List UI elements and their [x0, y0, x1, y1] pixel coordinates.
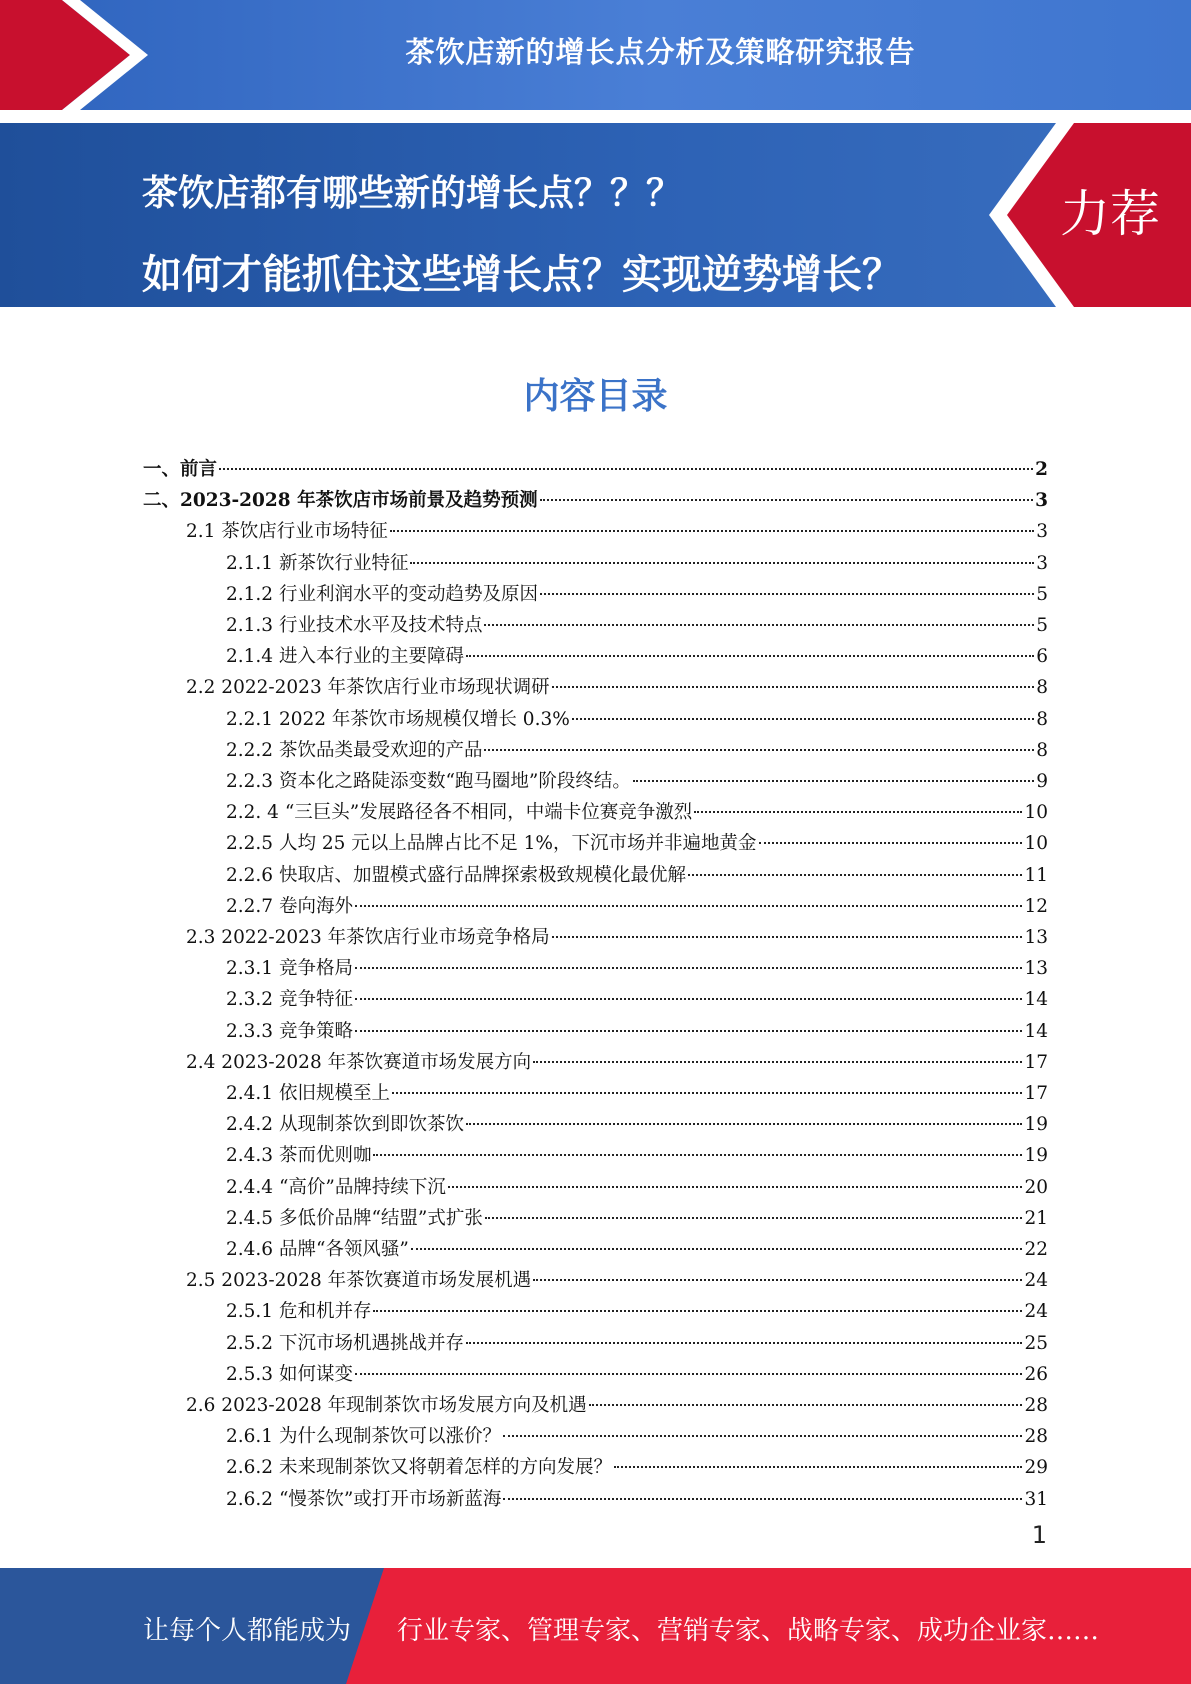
toc-entry-page: 2: [1035, 459, 1048, 480]
toc-entry[interactable]: [226, 829, 1048, 860]
toc-entry-page: 8: [1036, 677, 1048, 699]
toc-entry[interactable]: [226, 1485, 1048, 1516]
toc-entry-label: 2.2.5 人均 25 元以上品牌占比不足 1%，下沉市场并非遍地黄金: [226, 833, 757, 855]
toc-entry[interactable]: [226, 1017, 1048, 1048]
toc-entry-label: 2.1.1 新茶饮行业特征: [226, 552, 409, 574]
toc-dot-leader: [694, 811, 1022, 813]
toc-entry[interactable]: [143, 455, 1048, 486]
toc-dot-leader: [355, 905, 1023, 907]
toc-entry[interactable]: [226, 1204, 1048, 1235]
toc-dot-leader: [355, 1030, 1023, 1032]
toc-dot-leader: [614, 1466, 1022, 1468]
toc-dot-leader: [392, 1092, 1022, 1094]
toc-dot-leader: [355, 1373, 1023, 1375]
toc-entry-label: 2.3.1 竞争格局: [226, 958, 353, 980]
toc-entry[interactable]: [226, 1329, 1048, 1360]
toc-entry-label: 2.4.6 品牌“各领风骚”: [226, 1239, 409, 1260]
toc-entry[interactable]: [186, 1266, 1048, 1297]
toc-entry-page: 19: [1024, 1145, 1048, 1167]
top-banner: [0, 0, 1191, 110]
toc-entry-page: 11: [1024, 864, 1048, 886]
toc-entry[interactable]: [226, 549, 1048, 580]
toc-entry-page: 14: [1024, 989, 1048, 1011]
toc-entry-page: 10: [1024, 833, 1048, 855]
toc-entry-label: 2.4.1 依旧规模至上: [226, 1083, 390, 1104]
toc-entry-label: 2.4.2 从现制茶饮到即饮茶饮: [226, 1114, 464, 1136]
toc-entry[interactable]: [186, 673, 1048, 704]
toc-entry-page: 6: [1036, 646, 1048, 668]
toc-entry-page: 9: [1036, 771, 1048, 792]
toc-entry-label: 2.2. 4 “三巨头”发展路径各不相同，中端卡位赛竞争激烈: [226, 802, 693, 824]
toc-dot-leader: [219, 468, 1033, 470]
toc-dot-leader: [411, 1248, 1023, 1250]
toc-entry-label: 2.4.5 多低价品牌“结盟”式扩张: [226, 1207, 483, 1229]
headline-question-1: 茶饮店都有哪些新的增长点？？？: [142, 173, 683, 214]
toc-dot-leader: [572, 718, 1034, 720]
toc-entry-label: 2.1.3 行业技术水平及技术特点: [226, 615, 483, 636]
toc-entry-page: 14: [1024, 1020, 1048, 1042]
toc-entry[interactable]: [226, 580, 1048, 611]
toc-entry-label: 2.1 茶饮店行业市场特征: [186, 521, 388, 543]
page-number: 1: [1031, 1521, 1047, 1549]
toc-entry[interactable]: [226, 861, 1048, 892]
toc-entry-label: 一、前言: [143, 459, 218, 480]
toc-entry[interactable]: [186, 517, 1048, 548]
toc-entry[interactable]: [226, 705, 1048, 736]
toc-dot-leader: [466, 1123, 1022, 1125]
toc-entry-page: 17: [1024, 1083, 1048, 1104]
toc-dot-leader: [552, 936, 1023, 938]
toc-entry-label: 2.6.2 未来现制茶饮又将朝着怎样的方向发展？: [226, 1457, 612, 1479]
toc-dot-leader: [448, 1186, 1023, 1188]
toc-entry-label: 2.2.1 2022 年茶饮市场规模仅增长 0.3%: [226, 708, 570, 730]
toc-dot-leader: [373, 1154, 1022, 1156]
toc-entry-label: 2.2.6 快取店、加盟模式盛行品牌探索极致规模化最优解: [226, 864, 686, 886]
toc-entry[interactable]: [226, 892, 1048, 923]
toc-entry[interactable]: [226, 1079, 1048, 1110]
toc-entry[interactable]: [226, 1453, 1048, 1484]
toc-entry-label: 2.5.1 危和机并存: [226, 1301, 372, 1323]
toc-entry-label: 2.1.2 行业利润水平的变动趋势及原因: [226, 583, 538, 605]
toc-entry-page: 8: [1036, 708, 1048, 730]
toc-entry[interactable]: [226, 767, 1048, 798]
toc-entry-page: 31: [1024, 1488, 1048, 1510]
toc-entry-page: 13: [1024, 927, 1048, 948]
toc-dot-leader: [355, 967, 1023, 969]
toc-entry-page: 12: [1024, 895, 1048, 917]
toc-entry-page: 5: [1036, 583, 1048, 605]
toc-entry-label: 2.4.4 “高价”品牌持续下沉: [226, 1176, 446, 1198]
toc-entry-label: 2.2.7 卷向海外: [226, 895, 353, 917]
footer-roles: 行业专家、管理专家、营销专家、战略专家、成功企业家……: [397, 1616, 1100, 1646]
toc-entry-page: 8: [1036, 739, 1048, 761]
toc-entry-page: 28: [1024, 1395, 1048, 1416]
toc-entry-label: 2.3.3 竞争策略: [226, 1020, 353, 1042]
toc-entry-label: 2.6.1 为什么现制茶饮可以涨价？: [226, 1426, 501, 1448]
toc-entry[interactable]: [226, 954, 1048, 985]
toc-entry[interactable]: [226, 1297, 1048, 1328]
toc-entry[interactable]: [226, 736, 1048, 767]
toc-entry-label: 2.1.4 进入本行业的主要障碍: [226, 646, 464, 668]
toc-entry-label: 2.3.2 竞争特征: [226, 989, 353, 1011]
toc-entry-label: 二、2023-2028 年茶饮店市场前景及趋势预测: [143, 490, 538, 512]
toc-entry[interactable]: [186, 1391, 1048, 1422]
toc-dot-leader: [390, 530, 1034, 532]
toc-entry-page: 20: [1024, 1176, 1048, 1198]
toc-dot-leader: [466, 1342, 1022, 1344]
toc-entry-label: 2.2.2 茶饮品类最受欢迎的产品: [226, 739, 483, 761]
toc-entry-page: 10: [1024, 802, 1048, 824]
toc-entry-label: 2.2 2022-2023 年茶饮店行业市场现状调研: [186, 677, 550, 699]
toc-dot-leader: [466, 655, 1034, 657]
toc-entry-label: 2.6 2023-2028 年现制茶饮市场发展方向及机遇: [186, 1395, 587, 1416]
toc-entry-label: 2.3 2022-2023 年茶饮店行业市场竞争格局: [186, 927, 550, 948]
toc-entry[interactable]: [226, 798, 1048, 829]
headline-question-2: 如何才能抓住这些增长点？实现逆势增长？: [142, 252, 902, 298]
toc-dot-leader: [503, 1498, 1022, 1500]
toc-entry-page: 28: [1024, 1426, 1048, 1448]
toc-entry[interactable]: [226, 642, 1048, 673]
toc-dot-leader: [503, 1435, 1022, 1437]
toc-entry[interactable]: [226, 1141, 1048, 1172]
toc-dot-leader: [540, 499, 1034, 501]
toc-entry[interactable]: [226, 985, 1048, 1016]
toc-entry-page: 25: [1024, 1332, 1048, 1354]
toc-entry[interactable]: [226, 1173, 1048, 1204]
toc-entry-page: 24: [1024, 1301, 1048, 1323]
toc-entry-label: 2.4 2023-2028 年茶饮赛道市场发展方向: [186, 1051, 532, 1073]
toc-entry-page: 29: [1024, 1457, 1048, 1479]
toc-dot-leader: [355, 998, 1023, 1000]
toc-dot-leader: [589, 1404, 1023, 1406]
report-title: 茶饮店新的增长点分析及策略研究报告: [405, 35, 916, 69]
toc-entry[interactable]: [226, 1360, 1048, 1391]
toc-entry-label: 2.5.2 下沉市场机遇挑战并存: [226, 1332, 464, 1354]
toc-dot-leader: [484, 624, 1034, 626]
toc-dot-leader: [552, 686, 1035, 688]
toc-entry-page: 5: [1036, 615, 1048, 636]
toc-dot-leader: [688, 874, 1022, 876]
toc-entry[interactable]: [226, 1110, 1048, 1141]
toc-dot-leader: [373, 1310, 1022, 1312]
toc-entry-label: 2.5.3 如何谋变: [226, 1363, 353, 1385]
toc-entry[interactable]: [226, 1422, 1048, 1453]
toc-entry-page: 13: [1024, 958, 1048, 980]
toc-entry[interactable]: [186, 923, 1048, 954]
toc-dot-leader: [633, 780, 1034, 782]
toc-entry-page: 19: [1024, 1114, 1048, 1136]
toc-title: 内容目录: [523, 376, 668, 417]
toc-dot-leader: [533, 1061, 1022, 1063]
toc-entry-page: 22: [1024, 1239, 1048, 1260]
toc-dot-leader: [759, 842, 1023, 844]
toc-entry-page: 3: [1036, 552, 1048, 574]
toc-entry-page: 3: [1035, 490, 1048, 512]
toc-entry-page: 17: [1024, 1051, 1048, 1073]
toc-entry[interactable]: [226, 611, 1048, 642]
toc-entry-label: 2.6.2 “慢茶饮”或打开市场新蓝海: [226, 1488, 502, 1510]
toc-entry-label: 2.4.3 茶而优则咖: [226, 1145, 372, 1167]
toc-dot-leader: [410, 562, 1034, 564]
toc-entry[interactable]: [226, 1235, 1048, 1266]
toc-dot-leader: [485, 1217, 1023, 1219]
toc-dot-leader: [533, 1279, 1022, 1281]
toc-dot-leader: [484, 749, 1034, 751]
toc-dot-leader: [540, 593, 1034, 595]
footer: [0, 1568, 1191, 1684]
toc-entry[interactable]: [186, 1048, 1048, 1079]
toc-entry-label: 2.2.3 资本化之路陡添变数“跑马圈地”阶段终结。: [226, 771, 631, 792]
toc-entry-page: 26: [1024, 1363, 1048, 1385]
toc-entry[interactable]: [143, 486, 1048, 517]
toc-entry-page: 3: [1036, 521, 1048, 543]
recommend-badge: 力荐: [1060, 185, 1160, 243]
toc-entry-label: 2.5 2023-2028 年茶饮赛道市场发展机遇: [186, 1270, 532, 1292]
toc-entry-page: 24: [1024, 1270, 1048, 1292]
toc-entry-page: 21: [1024, 1207, 1048, 1229]
footer-slogan: 让每个人都能成为: [143, 1616, 352, 1646]
